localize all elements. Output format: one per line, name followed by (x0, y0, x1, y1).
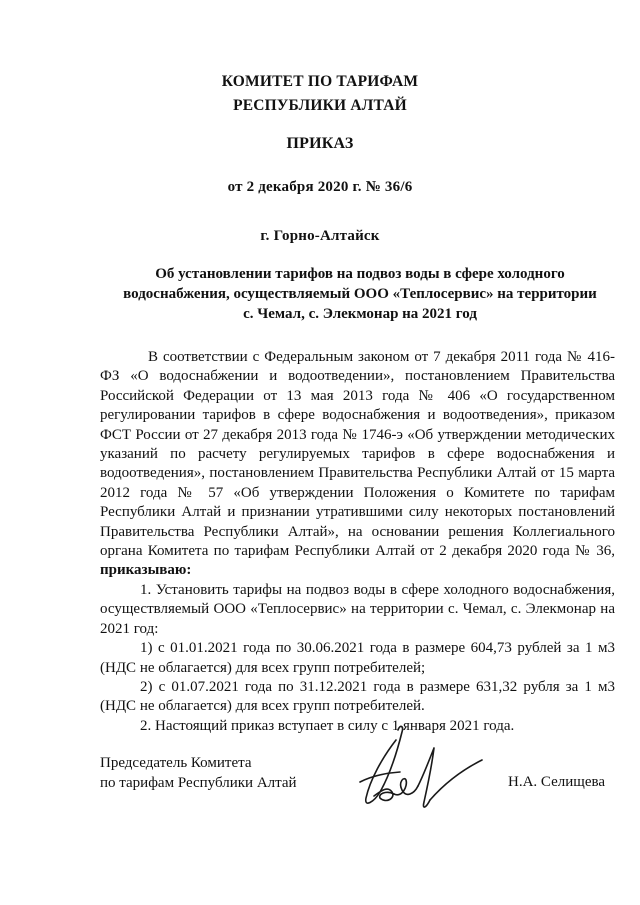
title-line1: Об установлении тарифов на подвоз воды в сфере холодного (155, 266, 565, 282)
signatory-position-line2: по тарифам Республики Алтай (100, 774, 297, 791)
item-2: 2. Настоящий приказ вступает в силу с 1 января 2021 года. (140, 717, 515, 734)
preamble-paragraph (100, 348, 615, 581)
org-name-line2: РЕСПУБЛИКИ АЛТАЙ (233, 97, 407, 114)
item-1-subitem-1: 1) с 01.01.2021 года по 30.06.2021 года в размере 604,73 рублей за 1 м3 (НДС не облагается) для всех групп потребителей; (100, 640, 615, 676)
signatory-name: Н.А. Селищева (508, 774, 606, 790)
preamble-text: В соответствии с Федеральным законом от 7 декабря 2011 года № 416-ФЗ «О водоснабжении и водоотведении», постановлением Правительства Российской Федерации от 13 мая 2013 года № 406 «О государственном регулировании тарифов в сфере водоснабжения и водоотведения», приказом ФСТ России от 27 декабря 2013 года № 1746-э «Об утверждении методических указаний по расчету регулируемых тарифов в сфере водоснабжения и водоотведения», постановлением Правительства Республики Алтай от 15 марта 2012 года № 57 «Об утверждении Положения о Комитете по тарифам Республики Алтай и признании утратившими силу некоторых постановлений Правительства Республики Алтай», на основании решения Коллегиального органа Комитета по тарифам Республики Алтай от 2 декабря 2020 года № 36, (100, 349, 615, 560)
signatory-position (100, 754, 297, 793)
item-1-subitem-2: 2) с 01.07.2021 года по 31.12.2021 года в размере 631,32 рубля за 1 м3 (НДС не облагается) для всех групп потребителей. (100, 678, 615, 715)
handwritten-signature (352, 718, 488, 818)
document-city: г. Горно-Алтайск (260, 228, 380, 244)
title-line2: водоснабжения, осуществляемый ООО «Теплосервис» на территории (123, 286, 597, 302)
signatory-position-line1: Председатель Комитета (100, 755, 252, 771)
order-word: приказываю: (100, 562, 192, 579)
org-name-line1: КОМИТЕТ ПО ТАРИФАМ (221, 73, 419, 90)
document-title (110, 264, 610, 324)
title-line3: с. Чемал, с. Элекмонар на 2021 год (243, 306, 477, 322)
document-body (100, 348, 615, 736)
item-1: 1. Установить тарифы на подвоз воды в сфере холодного водоснабжения, осуществляемый ООО «Теплосервис» на территории с. Чемал, с. Элекмонар на 2021 год: (100, 581, 615, 637)
document-type: ПРИКАЗ (286, 135, 354, 152)
document-date-number: от 2 декабря 2020 г. № 36/6 (227, 179, 413, 195)
